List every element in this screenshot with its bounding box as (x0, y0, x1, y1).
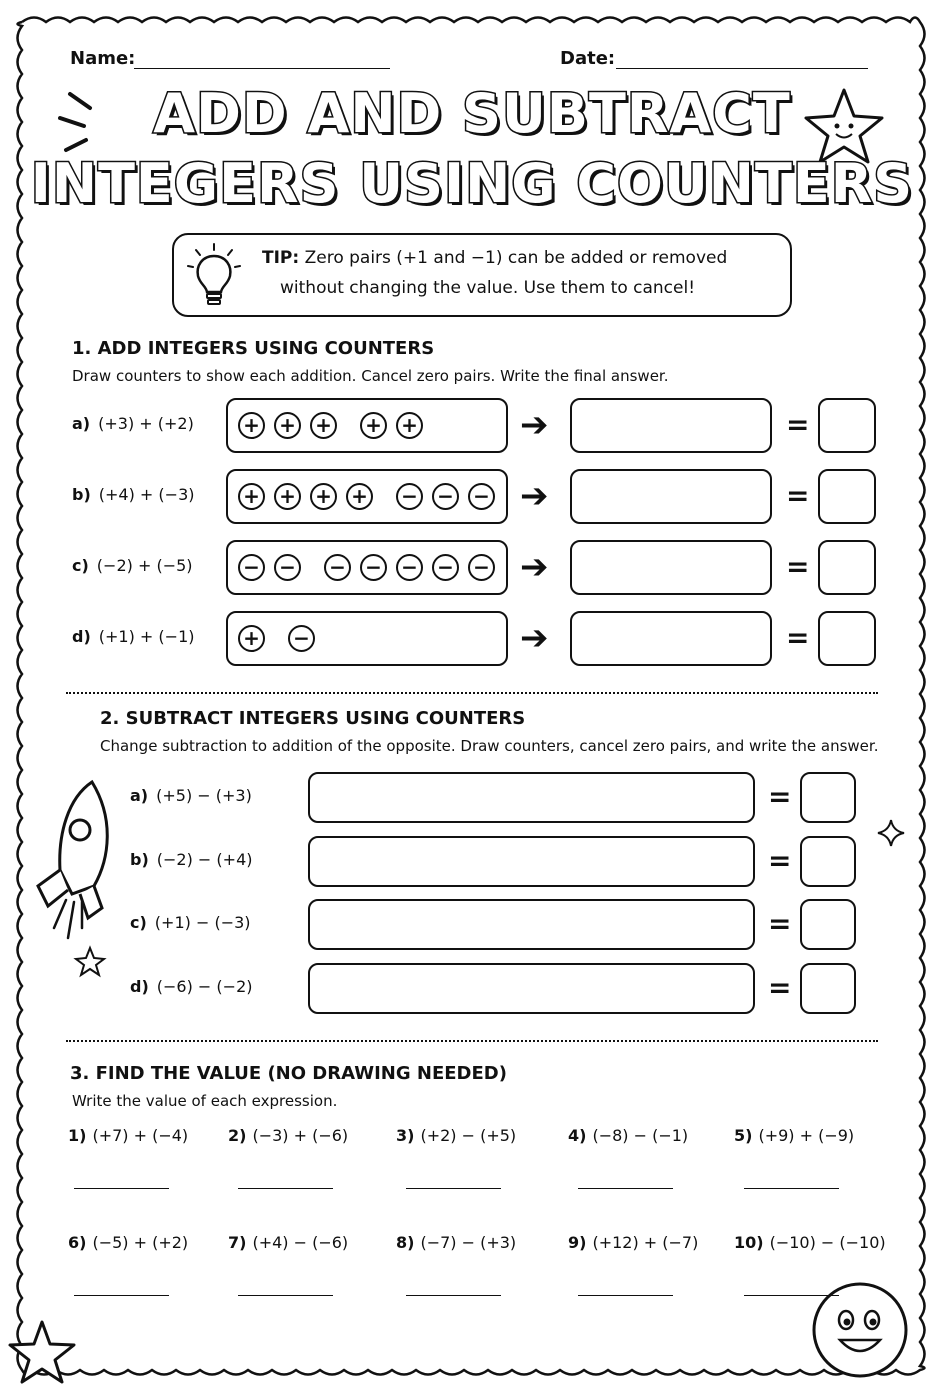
work-box[interactable] (570, 540, 772, 595)
section3-instructions: Write the value of each expression. (72, 1092, 338, 1110)
problem-expression: (+12) + (−7) (592, 1233, 699, 1252)
problem-expression: (+7) + (−4) (92, 1126, 189, 1145)
date-label: Date: (560, 48, 616, 69)
negative-counter: − (238, 554, 265, 581)
problem-number: 5) (734, 1126, 753, 1145)
section3-title: 3. FIND THE VALUE (NO DRAWING NEEDED) (70, 1063, 507, 1084)
tip-label: TIP: (262, 248, 300, 268)
problem-expression: (−2) − (+4) (156, 849, 253, 869)
problem-letter: d) (72, 627, 91, 646)
work-box[interactable] (570, 611, 772, 666)
problem-expression: (+3) + (+2) (98, 414, 194, 433)
positive-counter: + (396, 412, 423, 439)
sparkle-icon (876, 818, 906, 848)
problem-number: 1) (68, 1126, 87, 1145)
answer-line[interactable] (238, 1295, 333, 1296)
positive-counter: + (274, 483, 301, 510)
tip-line-1: Zero pairs (+1 and −1) can be added or removed (304, 248, 728, 268)
work-box[interactable] (570, 469, 772, 524)
positive-counter: + (346, 483, 373, 510)
section2-problem-0 (130, 786, 252, 805)
work-box[interactable] (308, 899, 755, 950)
answer-line[interactable] (74, 1295, 169, 1296)
negative-counter: − (432, 483, 459, 510)
equals-sign: = (768, 907, 792, 940)
problem-expression: (+9) + (−9) (758, 1126, 855, 1145)
answer-line[interactable] (406, 1295, 501, 1296)
work-box[interactable] (308, 963, 755, 1014)
section1-problem-2 (72, 556, 193, 575)
problem-number: 3) (396, 1126, 415, 1145)
negative-counter: − (274, 554, 301, 581)
answer-line[interactable] (74, 1188, 169, 1189)
smiley-moon-icon (808, 1276, 914, 1382)
problem-expression: (−2) + (−5) (96, 556, 193, 575)
counter-box[interactable] (226, 469, 508, 524)
section2-problem-1 (130, 850, 252, 869)
work-box[interactable] (308, 772, 755, 823)
answer-box[interactable] (818, 398, 876, 453)
positive-counter: + (360, 412, 387, 439)
equals-sign: = (786, 479, 810, 512)
section1-problem-1 (72, 485, 194, 504)
answer-line[interactable] (744, 1188, 839, 1189)
problem-expression: (−6) − (−2) (156, 976, 253, 996)
arrow-icon: ➔ (520, 476, 549, 516)
problem-number: 7) (228, 1233, 247, 1252)
problem-expression: (−8) − (−1) (592, 1126, 689, 1145)
section1-title: 1. ADD INTEGERS USING COUNTERS (72, 338, 435, 359)
problem-number: 8) (396, 1233, 415, 1252)
title-line-1: ADD AND SUBTRACT (153, 82, 791, 145)
problem-expression: (+5) − (+3) (156, 786, 252, 805)
expression-2 (228, 1126, 348, 1145)
star-icon (4, 1316, 80, 1388)
problem-number: 2) (228, 1126, 247, 1145)
expression-10 (734, 1233, 886, 1252)
negative-counter: − (396, 554, 423, 581)
answer-line[interactable] (406, 1188, 501, 1189)
negative-counter: − (324, 554, 351, 581)
positive-counter: + (238, 412, 265, 439)
equals-sign: = (786, 408, 810, 441)
problem-number: 9) (568, 1233, 587, 1252)
negative-counter: − (468, 483, 495, 510)
counter-box[interactable] (226, 611, 508, 666)
arrow-icon: ➔ (520, 618, 549, 658)
problem-expression: (+4) − (−6) (252, 1233, 349, 1252)
problem-letter: c) (130, 913, 147, 932)
problem-expression: (+1) − (−3) (154, 913, 251, 932)
work-box[interactable] (308, 836, 755, 887)
equals-sign: = (786, 621, 810, 654)
expression-4 (568, 1126, 688, 1145)
equals-sign: = (786, 550, 810, 583)
name-label: Name: (70, 48, 136, 69)
section2-problem-2 (130, 913, 251, 932)
equals-sign: = (768, 843, 792, 877)
answer-box[interactable] (818, 469, 876, 524)
problem-letter: b) (72, 485, 91, 504)
positive-counter: + (310, 412, 337, 439)
work-box[interactable] (570, 398, 772, 453)
problem-number: 6) (68, 1233, 87, 1252)
answer-box[interactable] (800, 899, 856, 950)
answer-box[interactable] (818, 540, 876, 595)
positive-counter: + (238, 483, 265, 510)
expression-5 (734, 1126, 854, 1145)
section2-title: 2. SUBTRACT INTEGERS USING COUNTERS (100, 708, 526, 729)
title-line-2: INTEGERS USING COUNTERS (30, 152, 914, 215)
answer-box[interactable] (800, 772, 856, 823)
problem-letter: d) (130, 976, 149, 996)
date-field[interactable] (616, 48, 868, 69)
negative-counter: − (396, 483, 423, 510)
problem-expression: (−10) − (−10) (769, 1233, 886, 1252)
answer-line[interactable] (578, 1295, 673, 1296)
equals-sign: = (768, 970, 792, 1004)
section2-instructions: Change subtraction to addition of the opposite. Draw counters, cancel zero pairs, and write the answer. (100, 737, 879, 755)
counter-box[interactable] (226, 398, 508, 453)
negative-counter: − (468, 554, 495, 581)
problem-letter: c) (72, 556, 89, 575)
answer-box[interactable] (818, 611, 876, 666)
section1-instructions: Draw counters to show each addition. Cancel zero pairs. Write the final answer. (72, 367, 669, 385)
expression-7 (228, 1233, 348, 1252)
problem-letter: a) (72, 414, 91, 433)
expression-8 (396, 1233, 516, 1252)
answer-box[interactable] (800, 836, 856, 887)
problem-expression: (+4) + (−3) (98, 485, 195, 504)
positive-counter: + (274, 412, 301, 439)
answer-line[interactable] (744, 1295, 839, 1296)
tip-line-2: without changing the value. Use them to cancel! (280, 278, 696, 298)
section1-problem-0 (72, 414, 194, 433)
section1-problem-3 (72, 627, 194, 646)
positive-counter: + (310, 483, 337, 510)
arrow-icon: ➔ (520, 547, 549, 587)
expression-6 (68, 1233, 188, 1252)
negative-counter: − (288, 625, 315, 652)
answer-line[interactable] (238, 1188, 333, 1189)
expression-3 (396, 1126, 516, 1145)
section2-problem-3 (130, 977, 252, 996)
positive-counter: + (238, 625, 265, 652)
expression-9 (568, 1233, 698, 1252)
problem-number: 10) (734, 1233, 764, 1252)
divider (66, 1040, 878, 1042)
divider (66, 692, 878, 694)
problem-expression: (−7) − (+3) (420, 1233, 517, 1252)
arrow-icon: ➔ (520, 405, 549, 445)
problem-number: 4) (568, 1126, 587, 1145)
problem-letter: a) (130, 786, 149, 805)
negative-counter: − (432, 554, 459, 581)
problem-letter: b) (130, 849, 149, 869)
problem-expression: (−5) + (+2) (92, 1233, 189, 1252)
negative-counter: − (360, 554, 387, 581)
problem-expression: (+2) − (+5) (420, 1126, 517, 1145)
problem-expression: (−3) + (−6) (252, 1126, 349, 1145)
lightbulb-icon (186, 242, 242, 308)
answer-line[interactable] (578, 1188, 673, 1189)
answer-box[interactable] (800, 963, 856, 1014)
rocket-icon (18, 778, 114, 978)
equals-sign: = (768, 780, 792, 813)
problem-expression: (+1) + (−1) (98, 627, 195, 646)
counter-box[interactable] (226, 540, 508, 595)
name-field[interactable] (134, 48, 390, 69)
expression-1 (68, 1126, 188, 1145)
